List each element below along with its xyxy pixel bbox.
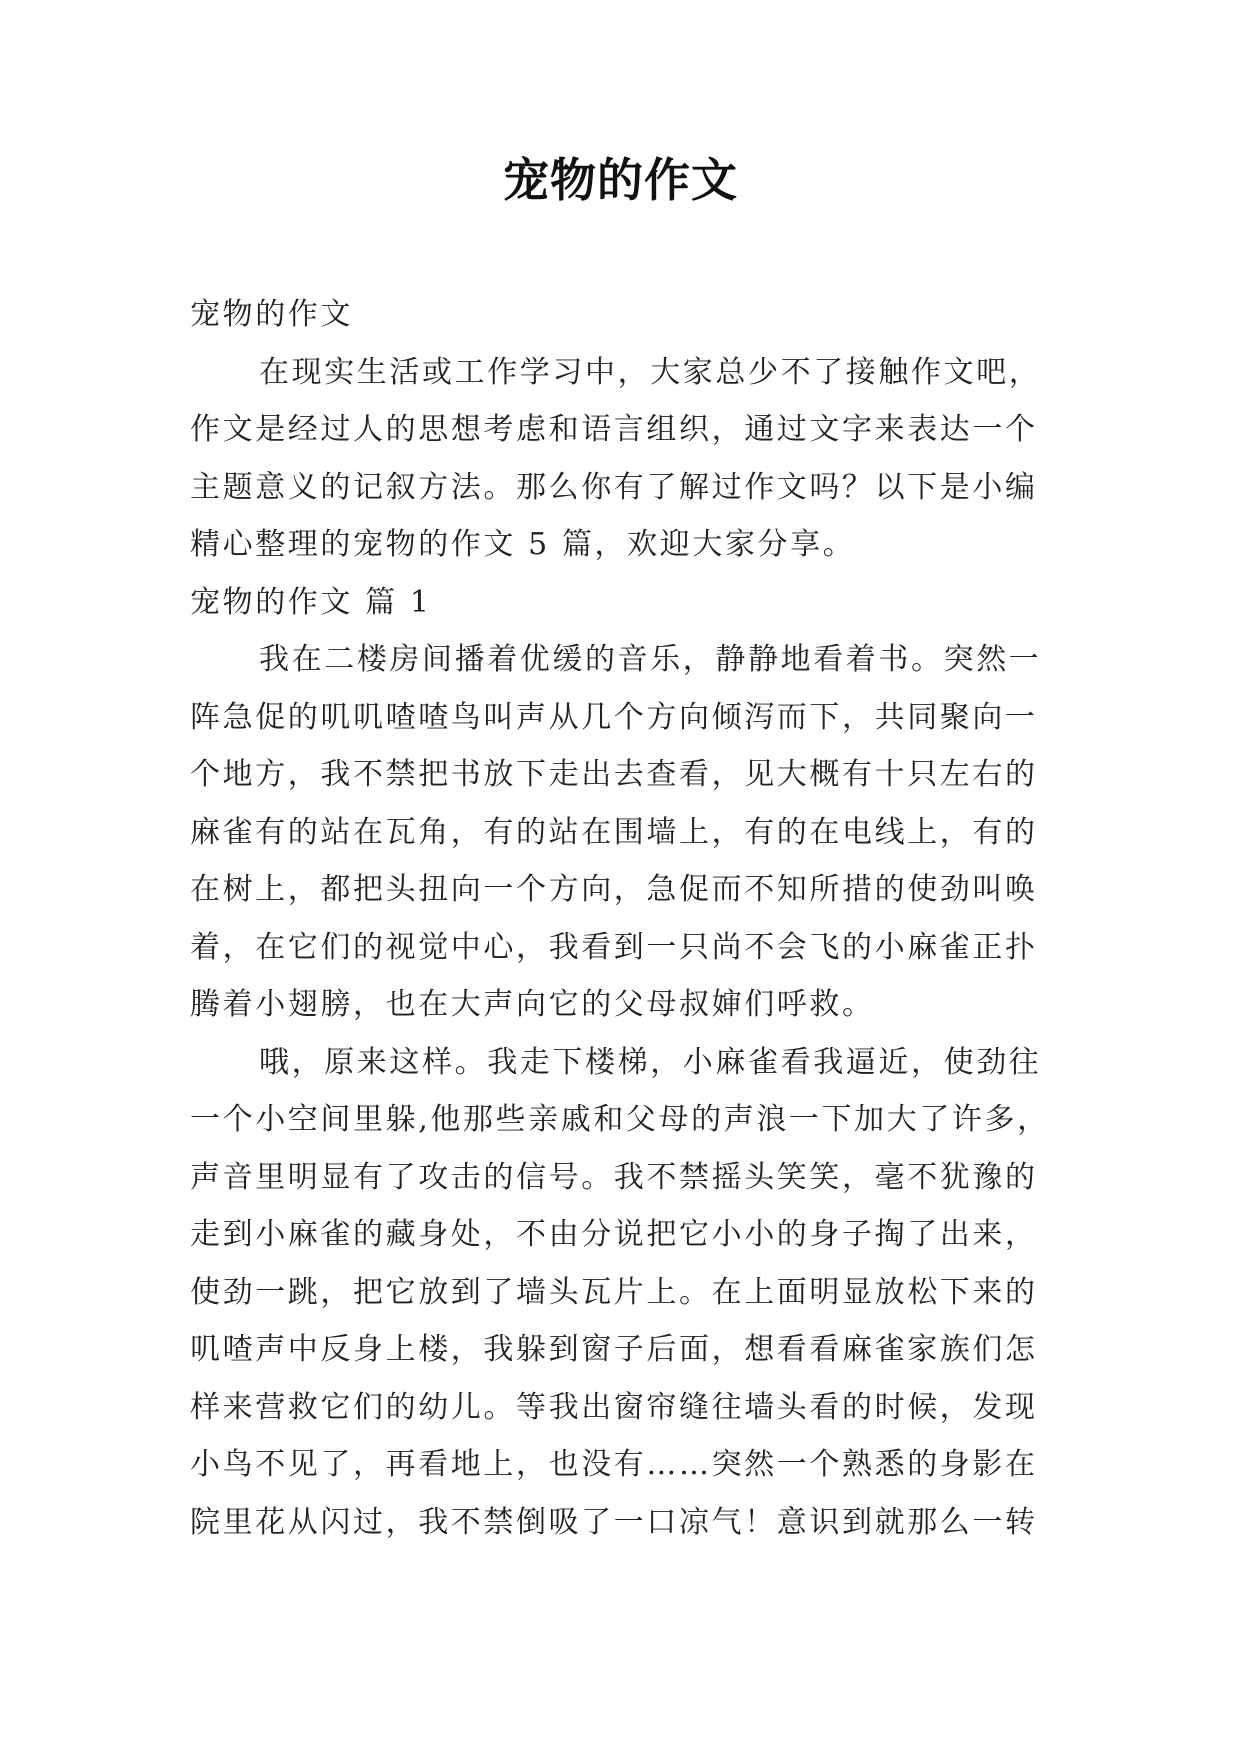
text-line: 使劲一跳，把它放到了墙头瓦片上。在上面明显放松下来的 <box>190 1274 1038 1310</box>
text-line: 小鸟不见了，再看地上，也没有……突然一个熟悉的身影在 <box>190 1447 1038 1482</box>
text-line: 宠物的作文 篇 1 <box>190 584 432 620</box>
text-line: 着，在它们的视觉中心，我看到一只尚不会飞的小麻雀正扑 <box>190 929 1038 965</box>
text-line: 声音里明显有了攻击的信号。我不禁摇头笑笑，毫不犹豫的 <box>190 1159 1038 1195</box>
text-line: 阵急促的叽叽喳喳鸟叫声从几个方向倾泻而下，共同聚向一 <box>190 699 1038 735</box>
page-title: 宠物的作文 <box>503 153 738 207</box>
text-line: 走到小麻雀的藏身处，不由分说把它小小的身子掏了出来， <box>190 1217 1038 1252</box>
text-line: 个地方，我不禁把书放下走出去查看，见大概有十只左右的 <box>190 757 1038 792</box>
text-line: 叽喳声中反身上楼，我躲到窗子后面，想看看麻雀家族们怎 <box>190 1332 1038 1367</box>
text-line: 在树上，都把头扭向一个方向，急促而不知所措的使劲叫唤 <box>190 872 1038 907</box>
text-line: 我在二楼房间播着优缓的音乐，静静地看着书。突然一 <box>259 642 1042 677</box>
text-line: 院里花从闪过，我不禁倒吸了一口凉气！意识到就那么一转 <box>190 1504 1038 1540</box>
text-line: 作文是经过人的思想考虑和语言组织，通过文字来表达一个 <box>190 412 1038 447</box>
text-line: 主题意义的记叙方法。那么你有了解过作文吗？以下是小编 <box>190 469 1038 505</box>
text-line: 一个小空间里躲,他那些亲戚和父母的声浪一下加大了许多， <box>190 1102 1050 1137</box>
text-line: 宠物的作文 <box>190 297 353 332</box>
text-line: 麻雀有的站在瓦角，有的站在围墙上，有的在电线上，有的 <box>190 814 1038 850</box>
text-line: 哦，原来这样。我走下楼梯，小麻雀看我逼近，使劲往 <box>259 1044 1042 1080</box>
text-line: 精心整理的宠物的作文 5 篇，欢迎大家分享。 <box>190 527 856 562</box>
text-line: 在现实生活或工作学习中，大家总少不了接触作文吧， <box>259 354 1042 390</box>
text-line: 样来营救它们的幼儿。等我出窗帘缝往墙头看的时候，发现 <box>190 1389 1038 1425</box>
document-body <box>190 286 1060 1551</box>
text-line: 腾着小翅膀，也在大声向它的父母叔婶们呼救。 <box>190 987 875 1022</box>
